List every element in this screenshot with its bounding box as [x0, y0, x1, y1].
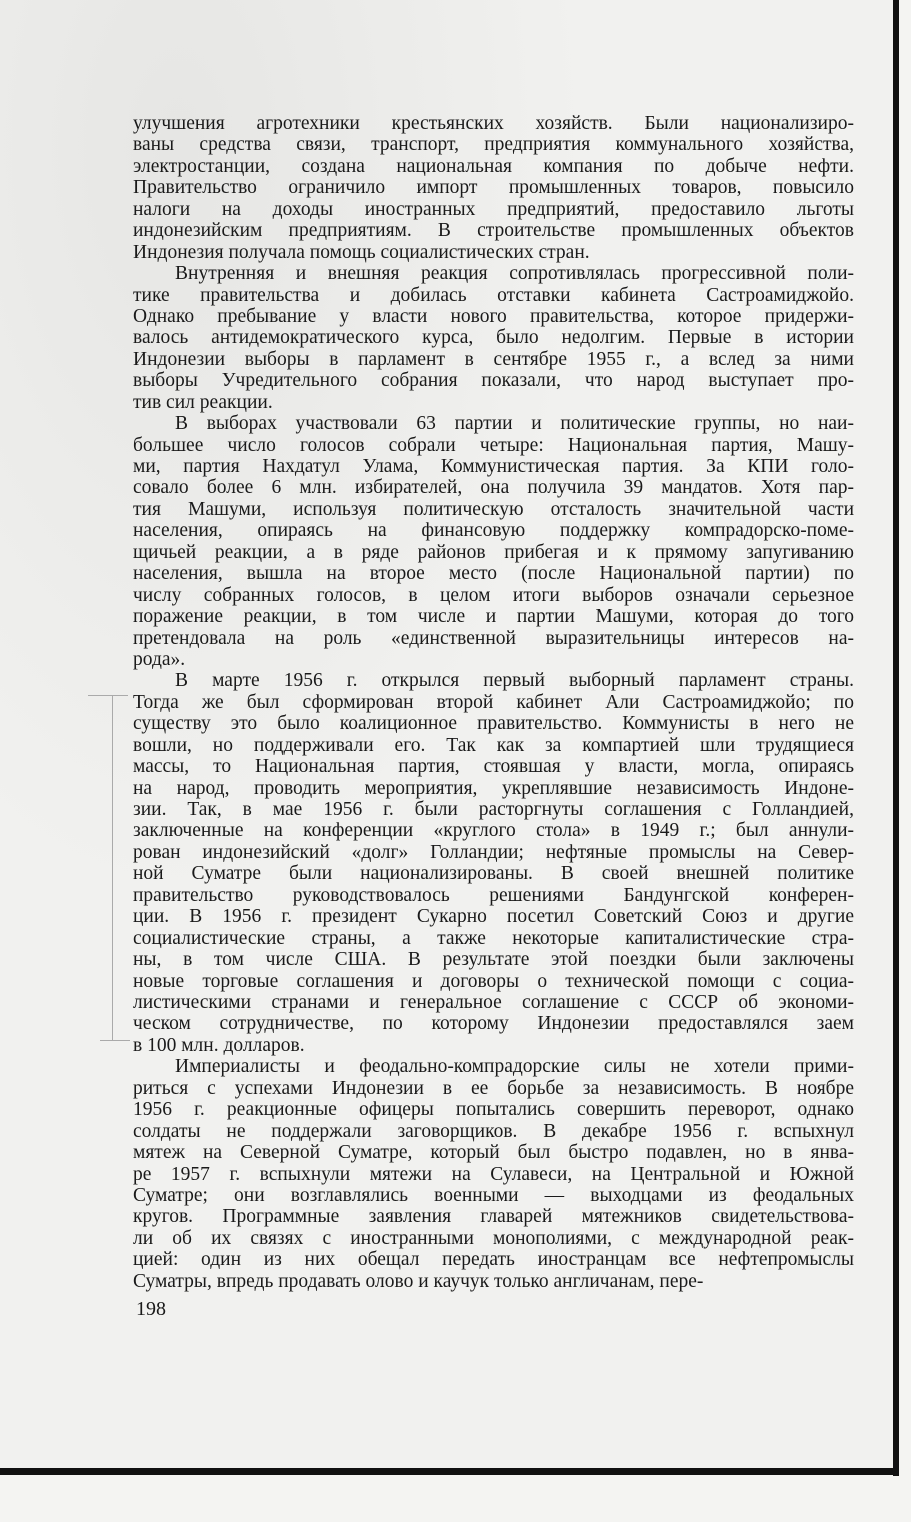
text-line: ны, в том числе США. В результате этой поездки были заключены: [133, 949, 854, 971]
scan-edge-bottom: [0, 1468, 899, 1475]
text-line: тия Машуми, используя политическую отсталость значительной части: [133, 498, 854, 520]
text-line: Индонезия получала помощь социалистических стран.: [133, 241, 590, 263]
paragraph: [133, 263, 854, 413]
text-line: ми, партия Нахдатул Улама, Коммунистическая партия. За КПИ голо-: [133, 456, 854, 478]
text-line: в 100 млн. долларов.: [133, 1034, 305, 1056]
text-line: электростанции, создана национальная компания по добыче нефти.: [133, 155, 854, 177]
text-line: Однако пребывание у власти нового правительства, которое придержи-: [133, 305, 854, 327]
paragraph: [133, 670, 854, 1056]
page-number: 198: [136, 1298, 166, 1320]
text-line: на народ, проводить мероприятия, укреплявшие независимость Индоне-: [133, 777, 854, 799]
text-line: зии. Так, в мае 1956 г. были расторгнуты соглашения с Голландией,: [133, 799, 854, 821]
text-line: индонезийским предприятиям. В строительстве промышленных объектов: [133, 220, 854, 242]
pencil-margin-mark: [100, 1040, 130, 1041]
text-line: правительство руководствовалось решениями Бандунгской конферен-: [133, 884, 854, 906]
text-line: листическими странами и генеральное соглашение с СССР об экономи-: [133, 991, 854, 1013]
text-line: ческом сотрудничестве, по которому Индонезии предоставлялся заем: [133, 1013, 854, 1035]
text-line: вошли, но поддерживали его. Так как за компартией шли трудящиеся: [133, 734, 854, 756]
text-line: Империалисты и феодально-компрадорские силы не хотели прими-: [175, 1056, 854, 1078]
text-line: большее число голосов собрали четыре: Национальная партия, Машу-: [133, 434, 854, 456]
text-line: социалистические страны, а также некоторые капиталистические стра-: [133, 927, 854, 949]
text-line: новые торговые соглашения и договоры о технической помощи с социа-: [133, 970, 854, 992]
text-line: заключенные на конференции «круглого стола» в 1949 г.; был аннули-: [133, 820, 854, 842]
text-line: выборы Учредительного собрания показали, что народ выступает про-: [133, 370, 854, 392]
text-line: существу это было коалиционное правительство. Коммунисты в него не: [133, 713, 854, 735]
paragraph: [133, 1056, 854, 1292]
text-line: Правительство ограничило импорт промышленных товаров, повысило: [133, 177, 854, 199]
text-line: числу собранных голосов, в целом итоги выборов означали серьезное: [133, 584, 854, 606]
text-line: Суматры, впредь продавать олово и каучук только англичанам, пере-: [133, 1270, 704, 1292]
text-line: Внутренняя и внешняя реакция сопротивлялась прогрессивной поли-: [175, 263, 854, 285]
paragraph: [133, 113, 854, 263]
text-line: ре 1957 г. вспыхнули мятежи на Сулавеси, на Центральной и Южной: [133, 1163, 854, 1185]
scan-edge-right: [893, 0, 899, 1476]
text-line: тив сил реакции.: [133, 391, 273, 413]
paragraph: [133, 413, 854, 670]
text-line: населения, вышла на второе место (после Национальной партии) по: [133, 563, 854, 585]
text-line: ной Суматре были национализированы. В своей внешней политике: [133, 863, 854, 885]
pencil-margin-bracket: [112, 695, 127, 1040]
text-line: В выборах участвовали 63 партии и политические группы, но наи-: [175, 413, 854, 435]
text-line: поражение реакции, в том числе и партии Машуми, которая до того: [133, 606, 854, 628]
text-line: массы, то Национальная партия, стоявшая у власти, могла, опираясь: [133, 756, 854, 778]
text-line: риться с успехами Индонезии в ее борьбе за независимость. В ноябре: [133, 1077, 854, 1099]
text-line: солдаты не поддержали заговорщиков. В декабре 1956 г. вспыхнул: [133, 1120, 854, 1142]
text-line: ции. В 1956 г. президент Сукарно посетил Советский Союз и другие: [133, 906, 854, 928]
text-line: ли об их связях с иностранными монополиями, с международной реак-: [133, 1227, 854, 1249]
text-line: щичьей реакции, а в ряде районов прибегая и к прямому запугиванию: [133, 541, 854, 563]
text-line: населения, опираясь на финансовую поддержку компрадорско-поме-: [133, 520, 854, 542]
text-line: совало более 6 млн. избирателей, она получила 39 мандатов. Хотя пар-: [133, 477, 854, 499]
text-line: мятеж на Северной Суматре, который был быстро подавлен, но в янва-: [133, 1142, 854, 1164]
text-line: кругов. Программные заявления главарей мятежников свидетельствова-: [133, 1206, 854, 1228]
text-line: цией: один из них обещал передать иностранцам все нефтепромыслы: [133, 1249, 854, 1271]
text-line: В марте 1956 г. открылся первый выборный парламент страны.: [175, 670, 854, 692]
text-line: Индонезии выборы в парламент в сентябре 1955 г., а вслед за ними: [133, 348, 854, 370]
text-line: рода».: [133, 648, 186, 670]
body-text: [133, 113, 854, 1292]
text-line: тике правительства и добилась отставки кабинета Састроамиджойо.: [133, 284, 854, 306]
text-line: налоги на доходы иностранных предприятий, предоставило льготы: [133, 198, 854, 220]
text-line: валось антидемократического курса, было недолгим. Первые в истории: [133, 327, 854, 349]
text-line: 1956 г. реакционные офицеры попытались совершить переворот, однако: [133, 1099, 854, 1121]
text-line: улучшения агротехники крестьянских хозяйств. Были национализиро-: [133, 113, 854, 134]
text-line: рован индонезийский «долг» Голландии; нефтяные промыслы на Север-: [133, 841, 854, 863]
text-line: претендовала на роль «единственной выразительницы интересов на-: [133, 627, 854, 649]
text-line: ваны средства связи, транспорт, предприятия коммунального хозяйства,: [133, 134, 854, 156]
text-line: Тогда же был сформирован второй кабинет Али Састроамиджойо; по: [133, 691, 854, 713]
text-line: Суматре; они возглавлялись военными — выходцами из феодальных: [133, 1184, 854, 1206]
